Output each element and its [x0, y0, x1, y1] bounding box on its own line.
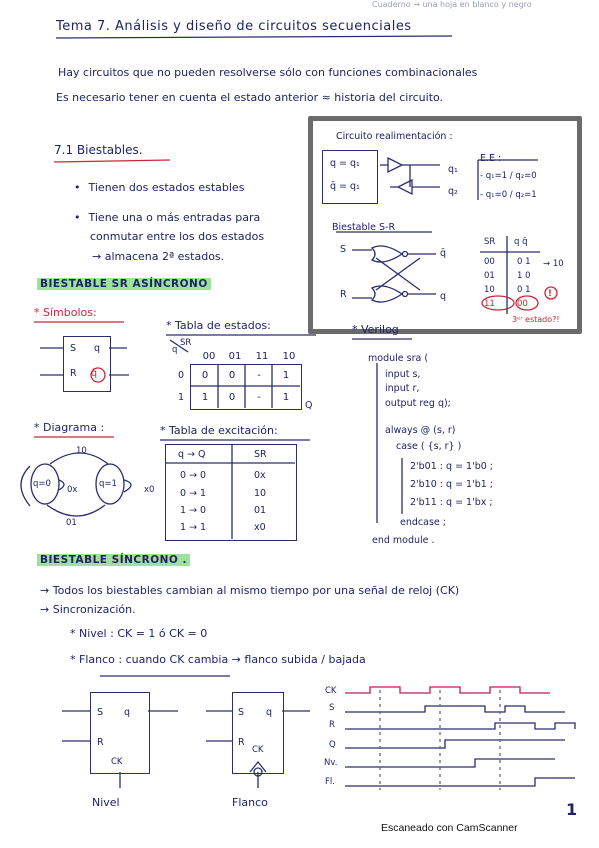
te-row-label: 1 — [178, 392, 185, 403]
flanco-q: q — [266, 707, 273, 718]
verilog-line: input s, — [385, 369, 421, 380]
verilog-line: output reg q); — [385, 398, 451, 409]
board-row-q: 0 1 — [517, 257, 531, 267]
te-col: 00 — [202, 351, 216, 362]
te-col: 10 — [282, 351, 296, 362]
flanco-flipflop-box — [232, 692, 284, 774]
te-cell: 1 — [282, 370, 290, 381]
bullet-2: • Tiene una o más entradas para — [74, 211, 260, 224]
tabla-estados-heading: * Tabla de estados: — [166, 319, 271, 332]
verilog-line: end module . — [372, 535, 435, 546]
nivel-q: q — [124, 707, 131, 718]
scanner-footer: Escaneado con CamScanner — [381, 822, 518, 834]
board-s-label: S — [340, 244, 347, 255]
sync-line-4: * Flanco : cuando CK cambia → flanco subida / bajada — [70, 653, 366, 666]
q-waveform — [345, 740, 565, 748]
board-row-q: 1 0 — [517, 271, 531, 281]
diag-state-1: q=1 — [99, 479, 117, 489]
board-excl-icon: ! — [548, 289, 552, 299]
board-ee-title: E.E : — [480, 153, 502, 164]
te-cell: 0 — [228, 392, 236, 403]
verilog-line: module sra ( — [368, 353, 429, 364]
sync-line-1: → Todos los biestables cambian al mismo tiempo por una señal de reloj (CK) — [40, 584, 460, 597]
tx-row-t: 0 → 1 — [180, 488, 207, 499]
board-tbl-head-q: q q̄ — [514, 237, 528, 247]
te-row-label: 0 — [178, 370, 185, 381]
timing-label-ck: CK — [325, 686, 337, 696]
nivel-ck: CK — [111, 757, 123, 767]
title-underline — [56, 36, 452, 38]
board-row-sr: 11 — [484, 299, 495, 309]
timing-label-r: R — [329, 720, 335, 730]
tx-row-sr: 01 — [254, 505, 267, 516]
nv-waveform — [345, 759, 555, 767]
tx-head-q: q → Q — [178, 449, 206, 460]
te-cell: 0 — [228, 370, 236, 381]
diag-state-0: q=0 — [33, 479, 51, 489]
verilog-line: case ( {s, r} ) — [396, 441, 462, 452]
te-cell: 1 — [201, 392, 209, 403]
diag-self-1: x0 — [144, 485, 155, 495]
board-qbar-out: q̄ — [440, 248, 447, 259]
sym-q: q — [94, 343, 101, 354]
board-sr-title: Biestable S-R — [332, 222, 396, 233]
sync-line-3: * Nivel : CK = 1 ó CK = 0 — [70, 627, 208, 640]
te-cell: 1 — [282, 392, 290, 403]
diag-self-0: 0x — [67, 485, 78, 495]
te-col: 01 — [228, 351, 242, 362]
tx-row-t: 1 → 1 — [180, 522, 207, 533]
intro-line-1: Hay circuitos que no pueden resolverse sólo con funciones combinacionales — [58, 66, 478, 79]
flanco-ck: CK — [252, 745, 264, 755]
s-waveform — [345, 706, 565, 712]
timing-label-s: S — [329, 703, 335, 713]
bullet-1: • Tienen dos estados estables — [74, 181, 244, 194]
sync-line-2: → Sincronización. — [40, 603, 136, 616]
diag-top-label: 10 — [76, 446, 87, 456]
board-row-sr: 00 — [484, 257, 495, 267]
tx-row-t: 0 → 0 — [180, 470, 207, 481]
tx-row-sr: 10 — [254, 488, 267, 499]
section-heading: 7.1 Biestables. — [54, 143, 143, 157]
intro-line-2: Es necesario tener en cuenta el estado anterior ≈ historia del circuito. — [56, 91, 444, 104]
te-Q-label: Q — [305, 400, 313, 411]
board-r-label: R — [340, 289, 347, 300]
corner-note: Cuaderno → una hoja en blanco y negro — [372, 0, 532, 9]
te-col: 11 — [255, 351, 269, 362]
page-number: 1 — [566, 800, 578, 819]
board-row-q: 0 1 — [517, 285, 531, 295]
board-row-sr: 01 — [484, 271, 495, 281]
bullet-2-cont: conmutar entre los dos estados — [90, 230, 265, 243]
verilog-line: always @ (s, r) — [385, 425, 456, 436]
simbolos-heading: * Símbolos: — [34, 306, 97, 319]
sync-header: BIESTABLE SÍNCRONO . — [37, 554, 190, 566]
te-cell: - — [257, 392, 261, 403]
sym-r: R — [70, 368, 77, 379]
async-header: BIESTABLE SR ASÍNCRONO — [37, 278, 211, 290]
board-third-state: 3ᵉʳ estado?! — [512, 315, 560, 324]
fl-waveform — [345, 778, 575, 786]
nivel-label: Nivel — [92, 796, 120, 809]
verilog-line: 2'b01 : q = 1'b0 ; — [410, 461, 493, 472]
flanco-label: Flanco — [232, 796, 268, 809]
nivel-r: R — [97, 737, 104, 748]
timing-label-nv: Nv. — [324, 758, 338, 768]
verilog-line: 2'b10 : q = 1'b1 ; — [410, 479, 493, 490]
board-ee-1: - q₁=1 / q₂=0 — [480, 171, 537, 181]
ck-waveform — [345, 687, 550, 693]
verilog-line: input r, — [385, 383, 420, 394]
tx-row-t: 1 → 0 — [180, 505, 207, 516]
board-eq-1: q = q₁ — [330, 158, 360, 169]
board-eq-2: q̄ = q₁ — [330, 181, 360, 192]
tx-row-sr: 0x — [254, 470, 266, 481]
board-q-out: q — [440, 291, 447, 302]
board-row-q: 00 — [517, 299, 528, 309]
timing-label-fl: Fl. — [325, 777, 335, 787]
tx-head-sr: SR — [254, 449, 267, 460]
page-title: Tema 7. Análisis y diseño de circuitos secuenciales — [56, 19, 412, 34]
sym-qbar: q̄ — [91, 368, 98, 379]
verilog-line: 2'b11 : q = 1'bx ; — [410, 497, 493, 508]
timing-label-q: Q — [329, 740, 336, 750]
diag-bottom-label: 01 — [66, 518, 77, 528]
diag-arrow-bottom — [47, 505, 105, 516]
board-ee-2: - q₁=0 / q₂=1 — [480, 190, 537, 200]
te-cell: - — [257, 370, 261, 381]
board-tbl-head-sr: SR — [484, 237, 496, 247]
bullet-2-cont2: → almacena 2ª estados. — [92, 250, 225, 263]
diagrama-heading: * Diagrama : — [34, 421, 105, 434]
nivel-s: S — [97, 707, 104, 718]
verilog-line: endcase ; — [400, 517, 446, 528]
board-row-note: → 10 — [543, 259, 564, 269]
r-waveform — [345, 723, 575, 729]
te-corner-q: q — [172, 345, 178, 355]
flanco-r: R — [238, 737, 245, 748]
board-q2: q₂ — [448, 186, 458, 197]
section-underline — [54, 160, 170, 162]
tx-row-sr: x0 — [254, 522, 266, 533]
tabla-excitacion-heading: * Tabla de excitación: — [160, 424, 278, 437]
board-title: Circuito realimentación : — [336, 131, 453, 142]
board-q1: q₁ — [448, 164, 458, 175]
te-corner-sr: SR — [180, 338, 192, 348]
sym-s: S — [70, 343, 77, 354]
board-row-sr: 10 — [484, 285, 495, 295]
verilog-heading: * Verilog — [352, 323, 399, 336]
flanco-s: S — [238, 707, 245, 718]
te-cell: 0 — [201, 370, 209, 381]
